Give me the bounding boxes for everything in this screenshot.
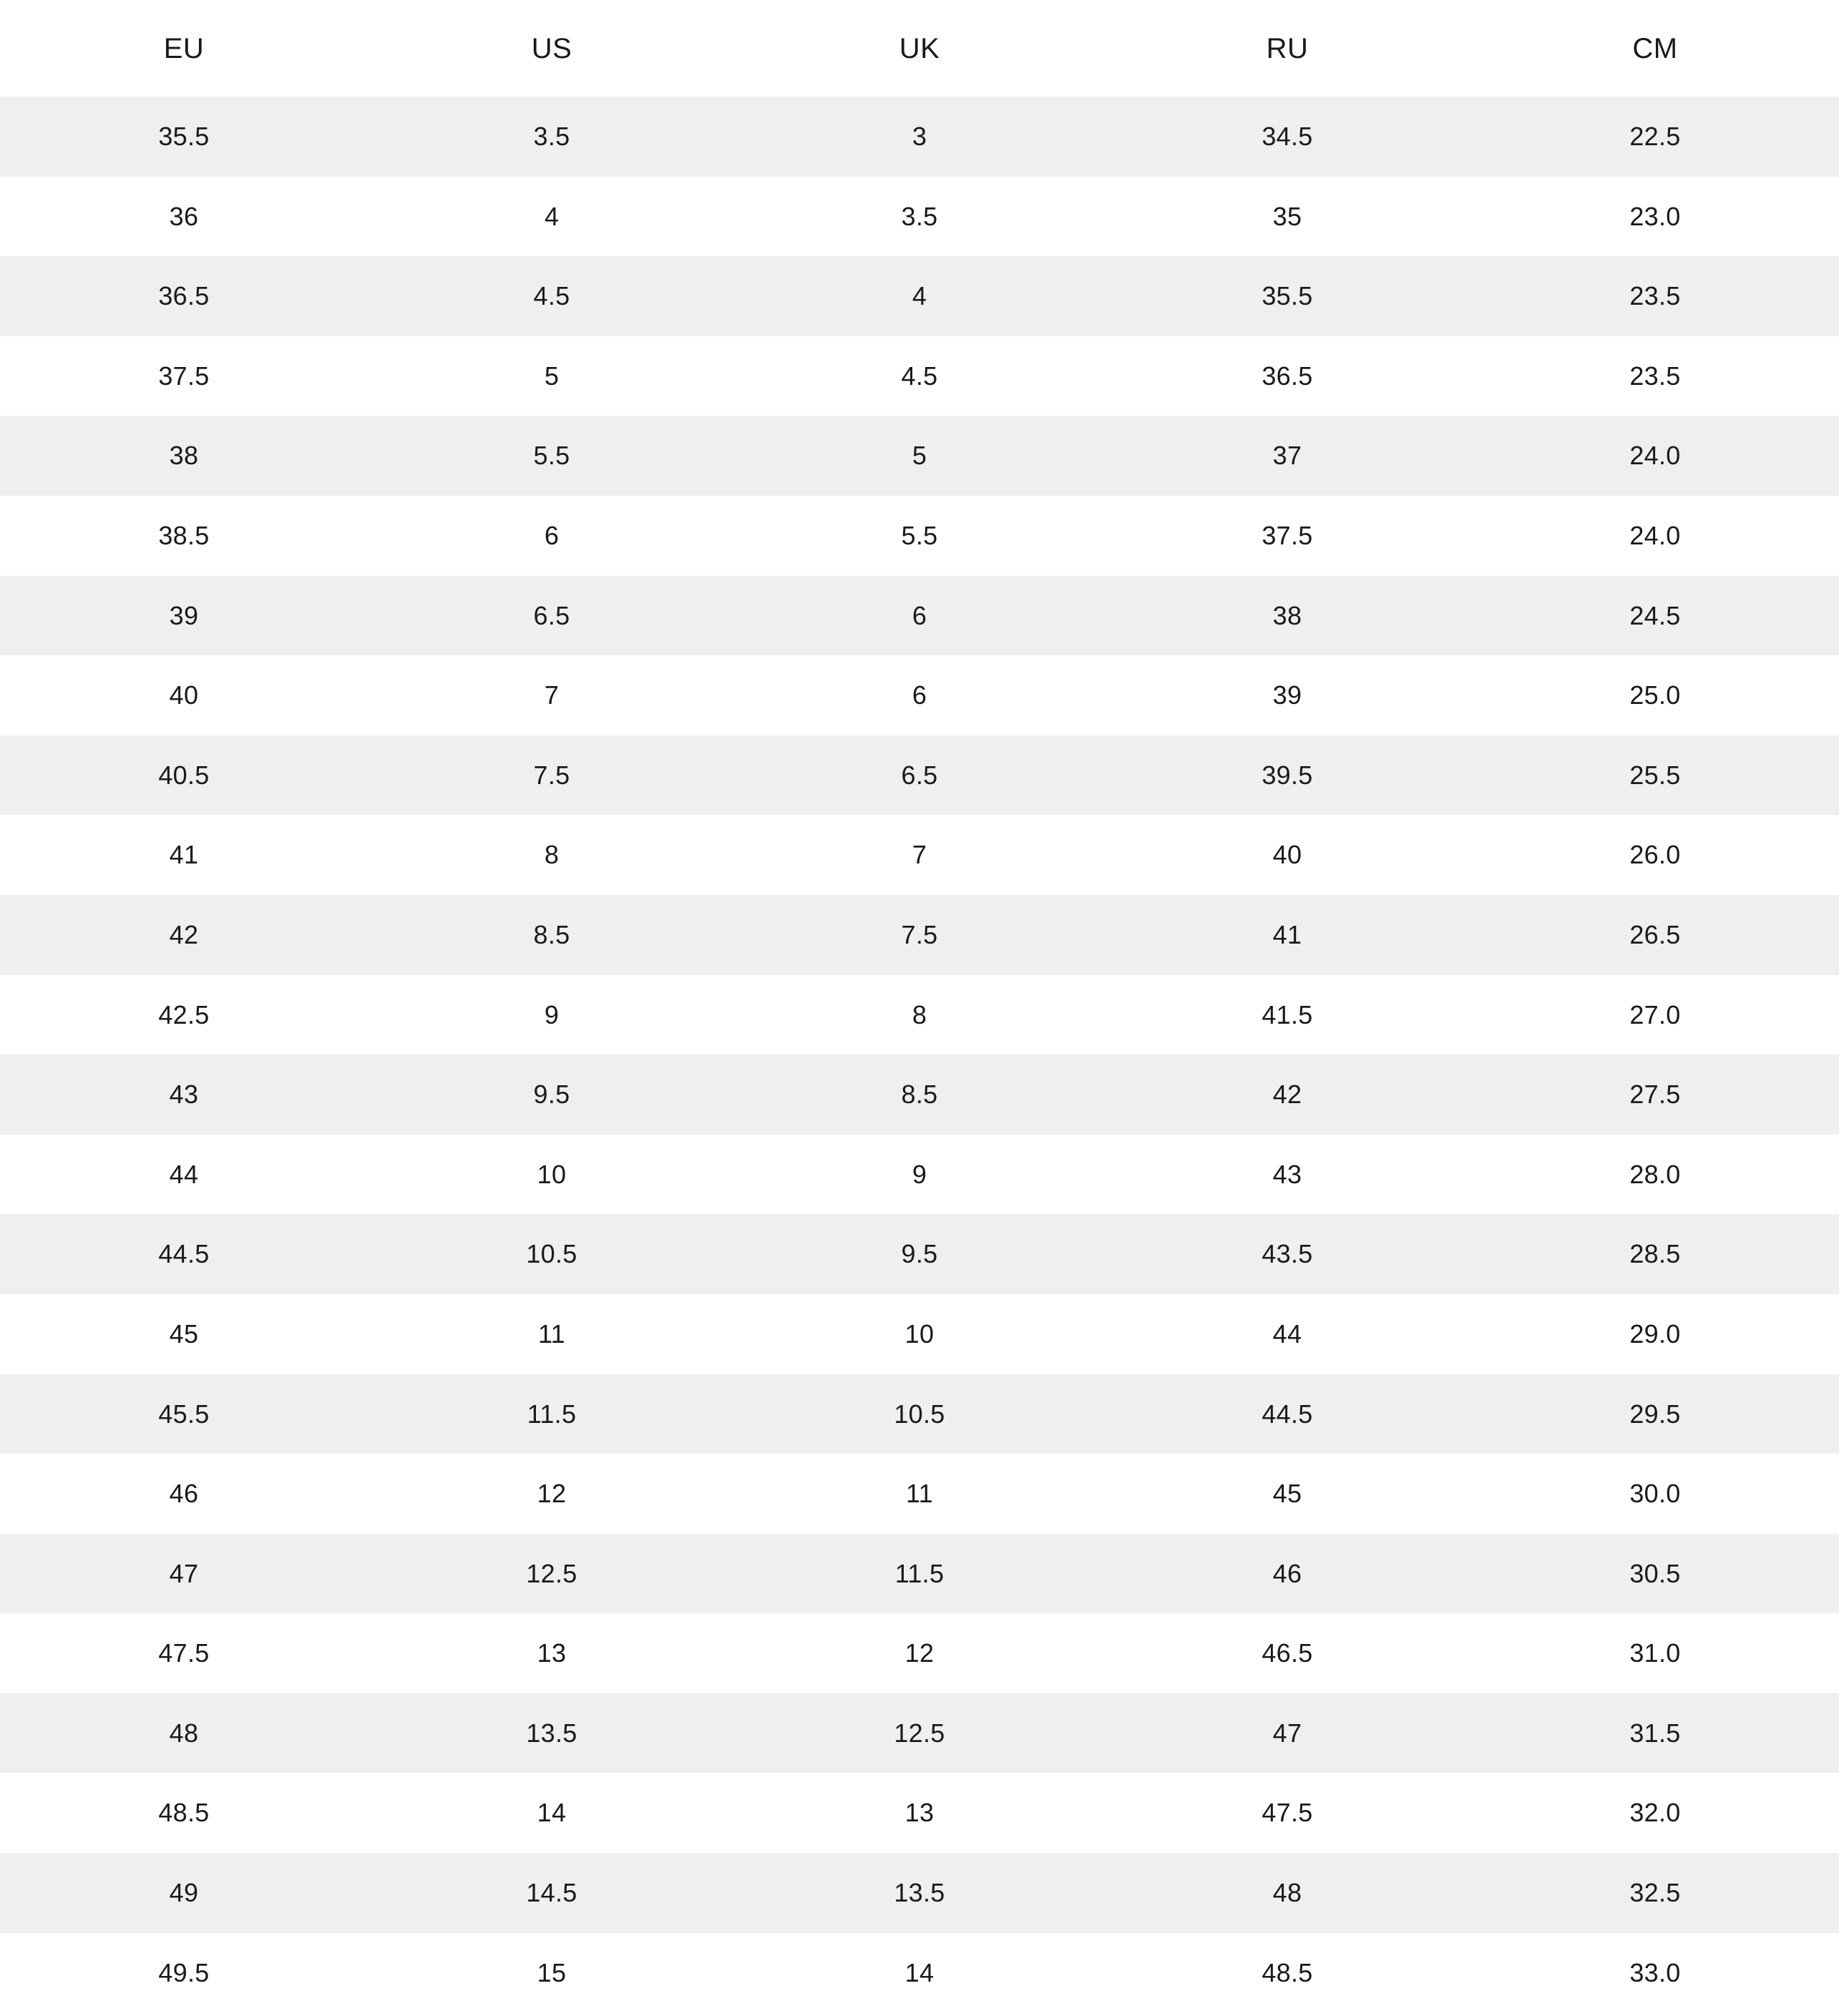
cell-eu: 45 [0, 1294, 368, 1374]
cell-eu: 38 [0, 416, 368, 496]
column-header-eu: EU [0, 0, 368, 97]
cell-uk: 8 [736, 975, 1103, 1055]
cell-us: 8 [368, 815, 736, 895]
cell-ru: 35.5 [1103, 256, 1471, 336]
cell-ru: 43.5 [1103, 1214, 1471, 1294]
column-header-uk: UK [736, 0, 1103, 97]
cell-ru: 45 [1103, 1454, 1471, 1534]
table-row [0, 1135, 1839, 1215]
cell-ru: 47 [1103, 1693, 1471, 1773]
cell-cm: 27.0 [1471, 975, 1839, 1055]
cell-eu: 49 [0, 1853, 368, 1933]
cell-us: 4.5 [368, 256, 736, 336]
table-row [0, 336, 1839, 416]
cell-ru: 47.5 [1103, 1773, 1471, 1853]
cell-us: 14.5 [368, 1853, 736, 1933]
cell-eu: 37.5 [0, 336, 368, 416]
cell-cm: 23.5 [1471, 336, 1839, 416]
cell-ru: 46.5 [1103, 1613, 1471, 1693]
table-row [0, 895, 1839, 975]
cell-uk: 6 [736, 655, 1103, 735]
cell-us: 12.5 [368, 1534, 736, 1614]
cell-us: 12 [368, 1454, 736, 1534]
table-row [0, 1613, 1839, 1693]
table-row [0, 1773, 1839, 1853]
cell-cm: 24.0 [1471, 416, 1839, 496]
cell-ru: 34.5 [1103, 97, 1471, 177]
cell-us: 9 [368, 975, 736, 1055]
table-row [0, 256, 1839, 336]
cell-eu: 47 [0, 1534, 368, 1614]
cell-uk: 4 [736, 256, 1103, 336]
cell-cm: 32.0 [1471, 1773, 1839, 1853]
table-row [0, 1693, 1839, 1773]
cell-uk: 9.5 [736, 1214, 1103, 1294]
table-row [0, 1853, 1839, 1933]
column-header-us: US [368, 0, 736, 97]
cell-cm: 28.0 [1471, 1135, 1839, 1215]
cell-uk: 12 [736, 1613, 1103, 1693]
column-header-cm: CM [1471, 0, 1839, 97]
cell-us: 6 [368, 496, 736, 576]
cell-us: 3.5 [368, 97, 736, 177]
cell-eu: 48 [0, 1693, 368, 1773]
cell-eu: 48.5 [0, 1773, 368, 1853]
cell-eu: 40.5 [0, 735, 368, 816]
cell-cm: 24.0 [1471, 496, 1839, 576]
cell-ru: 43 [1103, 1135, 1471, 1215]
column-header-ru: RU [1103, 0, 1471, 97]
cell-eu: 47.5 [0, 1613, 368, 1693]
cell-us: 11 [368, 1294, 736, 1374]
cell-us: 6.5 [368, 576, 736, 656]
cell-uk: 5.5 [736, 496, 1103, 576]
table-row [0, 1374, 1839, 1454]
cell-uk: 13 [736, 1773, 1103, 1853]
cell-us: 14 [368, 1773, 736, 1853]
cell-us: 13 [368, 1613, 736, 1693]
cell-uk: 9 [736, 1135, 1103, 1215]
cell-ru: 36.5 [1103, 336, 1471, 416]
cell-uk: 6.5 [736, 735, 1103, 816]
cell-uk: 10.5 [736, 1374, 1103, 1454]
cell-ru: 48 [1103, 1853, 1471, 1933]
cell-cm: 31.5 [1471, 1693, 1839, 1773]
table-row [0, 496, 1839, 576]
cell-ru: 37.5 [1103, 496, 1471, 576]
table-row [0, 1933, 1839, 2013]
table-row [0, 177, 1839, 257]
cell-uk: 5 [736, 416, 1103, 496]
cell-eu: 39 [0, 576, 368, 656]
table-header-row [0, 0, 1839, 97]
cell-cm: 27.5 [1471, 1055, 1839, 1135]
cell-us: 8.5 [368, 895, 736, 975]
cell-us: 7 [368, 655, 736, 735]
cell-uk: 3 [736, 97, 1103, 177]
cell-cm: 26.5 [1471, 895, 1839, 975]
cell-uk: 3.5 [736, 177, 1103, 257]
cell-ru: 35 [1103, 177, 1471, 257]
cell-eu: 35.5 [0, 97, 368, 177]
table-row [0, 975, 1839, 1055]
cell-us: 4 [368, 177, 736, 257]
cell-uk: 4.5 [736, 336, 1103, 416]
cell-cm: 24.5 [1471, 576, 1839, 656]
cell-us: 7.5 [368, 735, 736, 816]
cell-cm: 32.5 [1471, 1853, 1839, 1933]
cell-uk: 8.5 [736, 1055, 1103, 1135]
cell-uk: 10 [736, 1294, 1103, 1374]
cell-cm: 33.0 [1471, 1933, 1839, 2013]
cell-eu: 41 [0, 815, 368, 895]
table-row [0, 1294, 1839, 1374]
table-header [0, 0, 1839, 97]
cell-us: 11.5 [368, 1374, 736, 1454]
cell-cm: 26.0 [1471, 815, 1839, 895]
cell-uk: 11.5 [736, 1534, 1103, 1614]
cell-ru: 41.5 [1103, 975, 1471, 1055]
table-row [0, 815, 1839, 895]
cell-eu: 36 [0, 177, 368, 257]
cell-cm: 23.5 [1471, 256, 1839, 336]
cell-uk: 13.5 [736, 1853, 1103, 1933]
cell-eu: 43 [0, 1055, 368, 1135]
cell-cm: 30.0 [1471, 1454, 1839, 1534]
cell-us: 5.5 [368, 416, 736, 496]
cell-eu: 46 [0, 1454, 368, 1534]
cell-us: 10.5 [368, 1214, 736, 1294]
cell-ru: 44.5 [1103, 1374, 1471, 1454]
cell-us: 13.5 [368, 1693, 736, 1773]
cell-cm: 30.5 [1471, 1534, 1839, 1614]
cell-eu: 45.5 [0, 1374, 368, 1454]
table-row [0, 97, 1839, 177]
cell-eu: 44.5 [0, 1214, 368, 1294]
cell-us: 5 [368, 336, 736, 416]
table-row [0, 655, 1839, 735]
cell-eu: 42 [0, 895, 368, 975]
table-row [0, 416, 1839, 496]
cell-uk: 14 [736, 1933, 1103, 2013]
cell-cm: 28.5 [1471, 1214, 1839, 1294]
cell-ru: 38 [1103, 576, 1471, 656]
table-body [0, 97, 1839, 2012]
cell-eu: 49.5 [0, 1933, 368, 2013]
cell-ru: 46 [1103, 1534, 1471, 1614]
cell-eu: 36.5 [0, 256, 368, 336]
cell-eu: 38.5 [0, 496, 368, 576]
cell-uk: 7.5 [736, 895, 1103, 975]
table-row [0, 1214, 1839, 1294]
cell-cm: 22.5 [1471, 97, 1839, 177]
cell-eu: 40 [0, 655, 368, 735]
cell-ru: 40 [1103, 815, 1471, 895]
cell-ru: 41 [1103, 895, 1471, 975]
cell-ru: 42 [1103, 1055, 1471, 1135]
cell-eu: 44 [0, 1135, 368, 1215]
cell-uk: 11 [736, 1454, 1103, 1534]
cell-ru: 44 [1103, 1294, 1471, 1374]
cell-ru: 37 [1103, 416, 1471, 496]
cell-cm: 25.5 [1471, 735, 1839, 816]
table-row [0, 1454, 1839, 1534]
cell-cm: 31.0 [1471, 1613, 1839, 1693]
cell-eu: 42.5 [0, 975, 368, 1055]
cell-ru: 39 [1103, 655, 1471, 735]
table-row [0, 1534, 1839, 1614]
cell-ru: 39.5 [1103, 735, 1471, 816]
cell-cm: 29.5 [1471, 1374, 1839, 1454]
cell-us: 9.5 [368, 1055, 736, 1135]
cell-uk: 7 [736, 815, 1103, 895]
cell-cm: 25.0 [1471, 655, 1839, 735]
cell-us: 15 [368, 1933, 736, 2013]
table-row [0, 735, 1839, 816]
cell-cm: 23.0 [1471, 177, 1839, 257]
table-row [0, 576, 1839, 656]
cell-us: 10 [368, 1135, 736, 1215]
cell-ru: 48.5 [1103, 1933, 1471, 2013]
table-row [0, 1055, 1839, 1135]
cell-uk: 6 [736, 576, 1103, 656]
cell-uk: 12.5 [736, 1693, 1103, 1773]
cell-cm: 29.0 [1471, 1294, 1839, 1374]
